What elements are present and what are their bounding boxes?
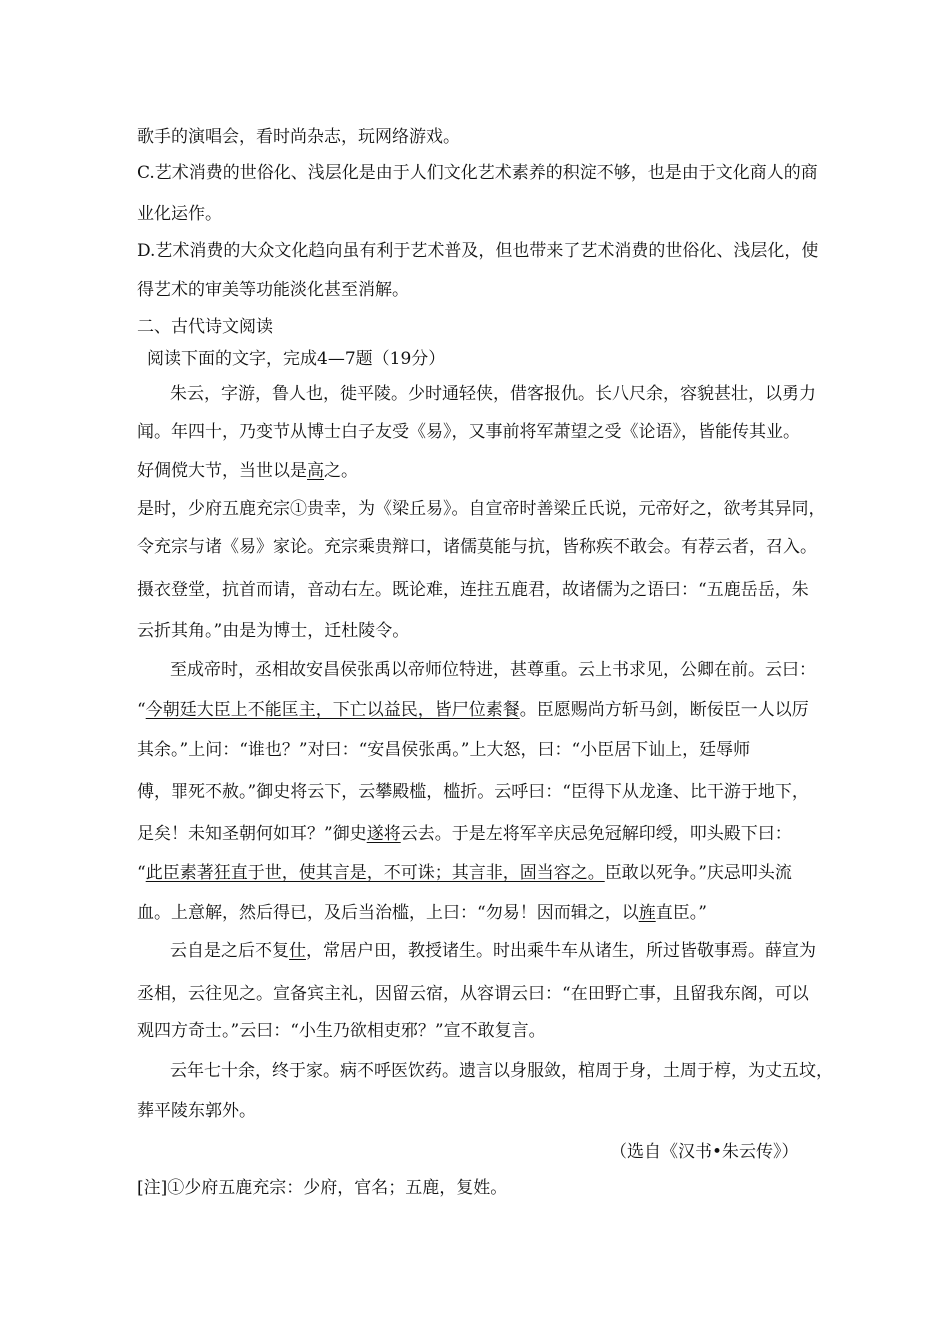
section-heading: 二、古代诗文阅读 [137, 317, 273, 337]
passage-line: 云折其角。”由是为博士，迁杜陵令。 [137, 621, 410, 641]
text-line: 歌手的演唱会，看时尚杂志，玩网络游戏。 [137, 127, 460, 147]
underlined-word: 旌 [638, 903, 656, 923]
passage-line: 朱云，字游，鲁人也，徙平陵。少时通轻侠，借客报仇。长八尺余，容貌甚壮，以勇力 [170, 384, 816, 404]
underlined-word: 高 [307, 461, 324, 481]
passage-line: 至成帝时，丞相故安昌侯张禹以帝师位特进，甚尊重。云上书求见，公卿在前。云曰： [170, 660, 816, 680]
passage-line [137, 863, 792, 883]
passage-line [137, 700, 809, 720]
passage-text: ，常居户田，教授诸生。时出乘牛车从诸生，所过皆敬事焉。薛宣为 [306, 941, 816, 961]
passage-line: 闻。年四十，乃变节从博士白子友受《易》，又事前将军萧望之受《论语》，皆能传其业。 [137, 422, 800, 442]
passage-line: 云年七十余，终于家。病不呼医饮药。遗言以身服敛，棺周于身，土周于椁，为丈五坟， [170, 1061, 833, 1081]
source-citation: （选自《汉书•朱云传》） [610, 1142, 799, 1162]
passage-text: 。臣愿赐尚方斩马剑，断佞臣一人以厉 [519, 700, 809, 720]
passage-line: 丞相，云往见之。宣备宾主礼，因留云宿，从容谓云曰：“在田野亡事，且留我东阁，可以 [137, 984, 809, 1004]
underlined-sentence: 此臣素著狂直于世，使其言是，不可诛；其言非，固当容之。 [145, 863, 605, 883]
question-instruction: 阅读下面的文字，完成4—7题（19分） [147, 349, 446, 369]
underlined-word: 仕 [289, 941, 306, 961]
passage-text: 云去。于是左将军辛庆忌免冠解印绶，叩头殿下曰： [400, 824, 792, 844]
option-d-line1: D.艺术消费的大众文化趋向虽有利于艺术普及，但也带来了艺术消费的世俗化、浅层化，使 [137, 241, 819, 261]
passage-line: 是时，少府五鹿充宗①贵幸，为《梁丘易》。自宣帝时善梁丘氏说，元帝好之，欲考其异同， [137, 499, 826, 519]
passage-line [137, 903, 707, 923]
passage-text: “ [137, 700, 146, 720]
underlined-word: 遂将 [366, 824, 401, 844]
passage-text: 臣敢以死争。”庆忌叩头流 [604, 863, 792, 883]
underlined-sentence: 今朝廷大臣上不能匡主，下亡以益民，皆尸位素餐 [145, 700, 520, 720]
option-c-line2: 业化运作。 [137, 204, 222, 224]
passage-line [137, 461, 358, 481]
passage-line: 观四方奇士。”云曰：“小生乃欲相吏邪？”宣不敢复言。 [137, 1021, 546, 1041]
option-c-line1: C.艺术消费的世俗化、浅层化是由于人们文化艺术素养的积淀不够，也是由于文化商人的商 [137, 163, 818, 183]
passage-line: 令充宗与诸《易》家论。充宗乘贵辩口，诸儒莫能与抗，皆称疾不敢会。有荐云者，召入。 [137, 537, 817, 557]
passage-text: 血。上意解，然后得已，及后当治槛，上曰：“勿易！因而辑之，以 [137, 903, 639, 923]
option-d-line2: 得艺术的审美等功能淡化甚至消解。 [137, 280, 409, 300]
passage-text: 足矣！未知圣朝何如耳？”御史 [137, 824, 367, 844]
passage-line: 摄衣登堂，抗首而请，音动右左。既论难，连拄五鹿君，故诸儒为之语曰：“五鹿岳岳，朱 [137, 580, 809, 600]
passage-text: 直臣。” [655, 903, 707, 923]
passage-text: 之。 [324, 461, 358, 481]
passage-text: 好倜傥大节，当世以是 [137, 461, 307, 481]
passage-line: 葬平陵东郭外。 [137, 1101, 256, 1121]
footnote: [注]①少府五鹿充宗：少府，官名；五鹿，复姓。 [137, 1178, 508, 1198]
passage-text: 云自是之后不复 [170, 941, 289, 961]
passage-line [170, 941, 816, 961]
passage-line [137, 824, 792, 844]
passage-line: 傅，罪死不赦。”御史将云下，云攀殿槛，槛折。云呼曰：“臣得下从龙逢、比干游于地下， [137, 782, 809, 802]
passage-text: “ [137, 863, 146, 883]
passage-line: 其余。”上问：“谁也？”对曰：“安昌侯张禹。”上大怒，曰：“小臣居下讪上，廷辱师 [137, 740, 751, 760]
